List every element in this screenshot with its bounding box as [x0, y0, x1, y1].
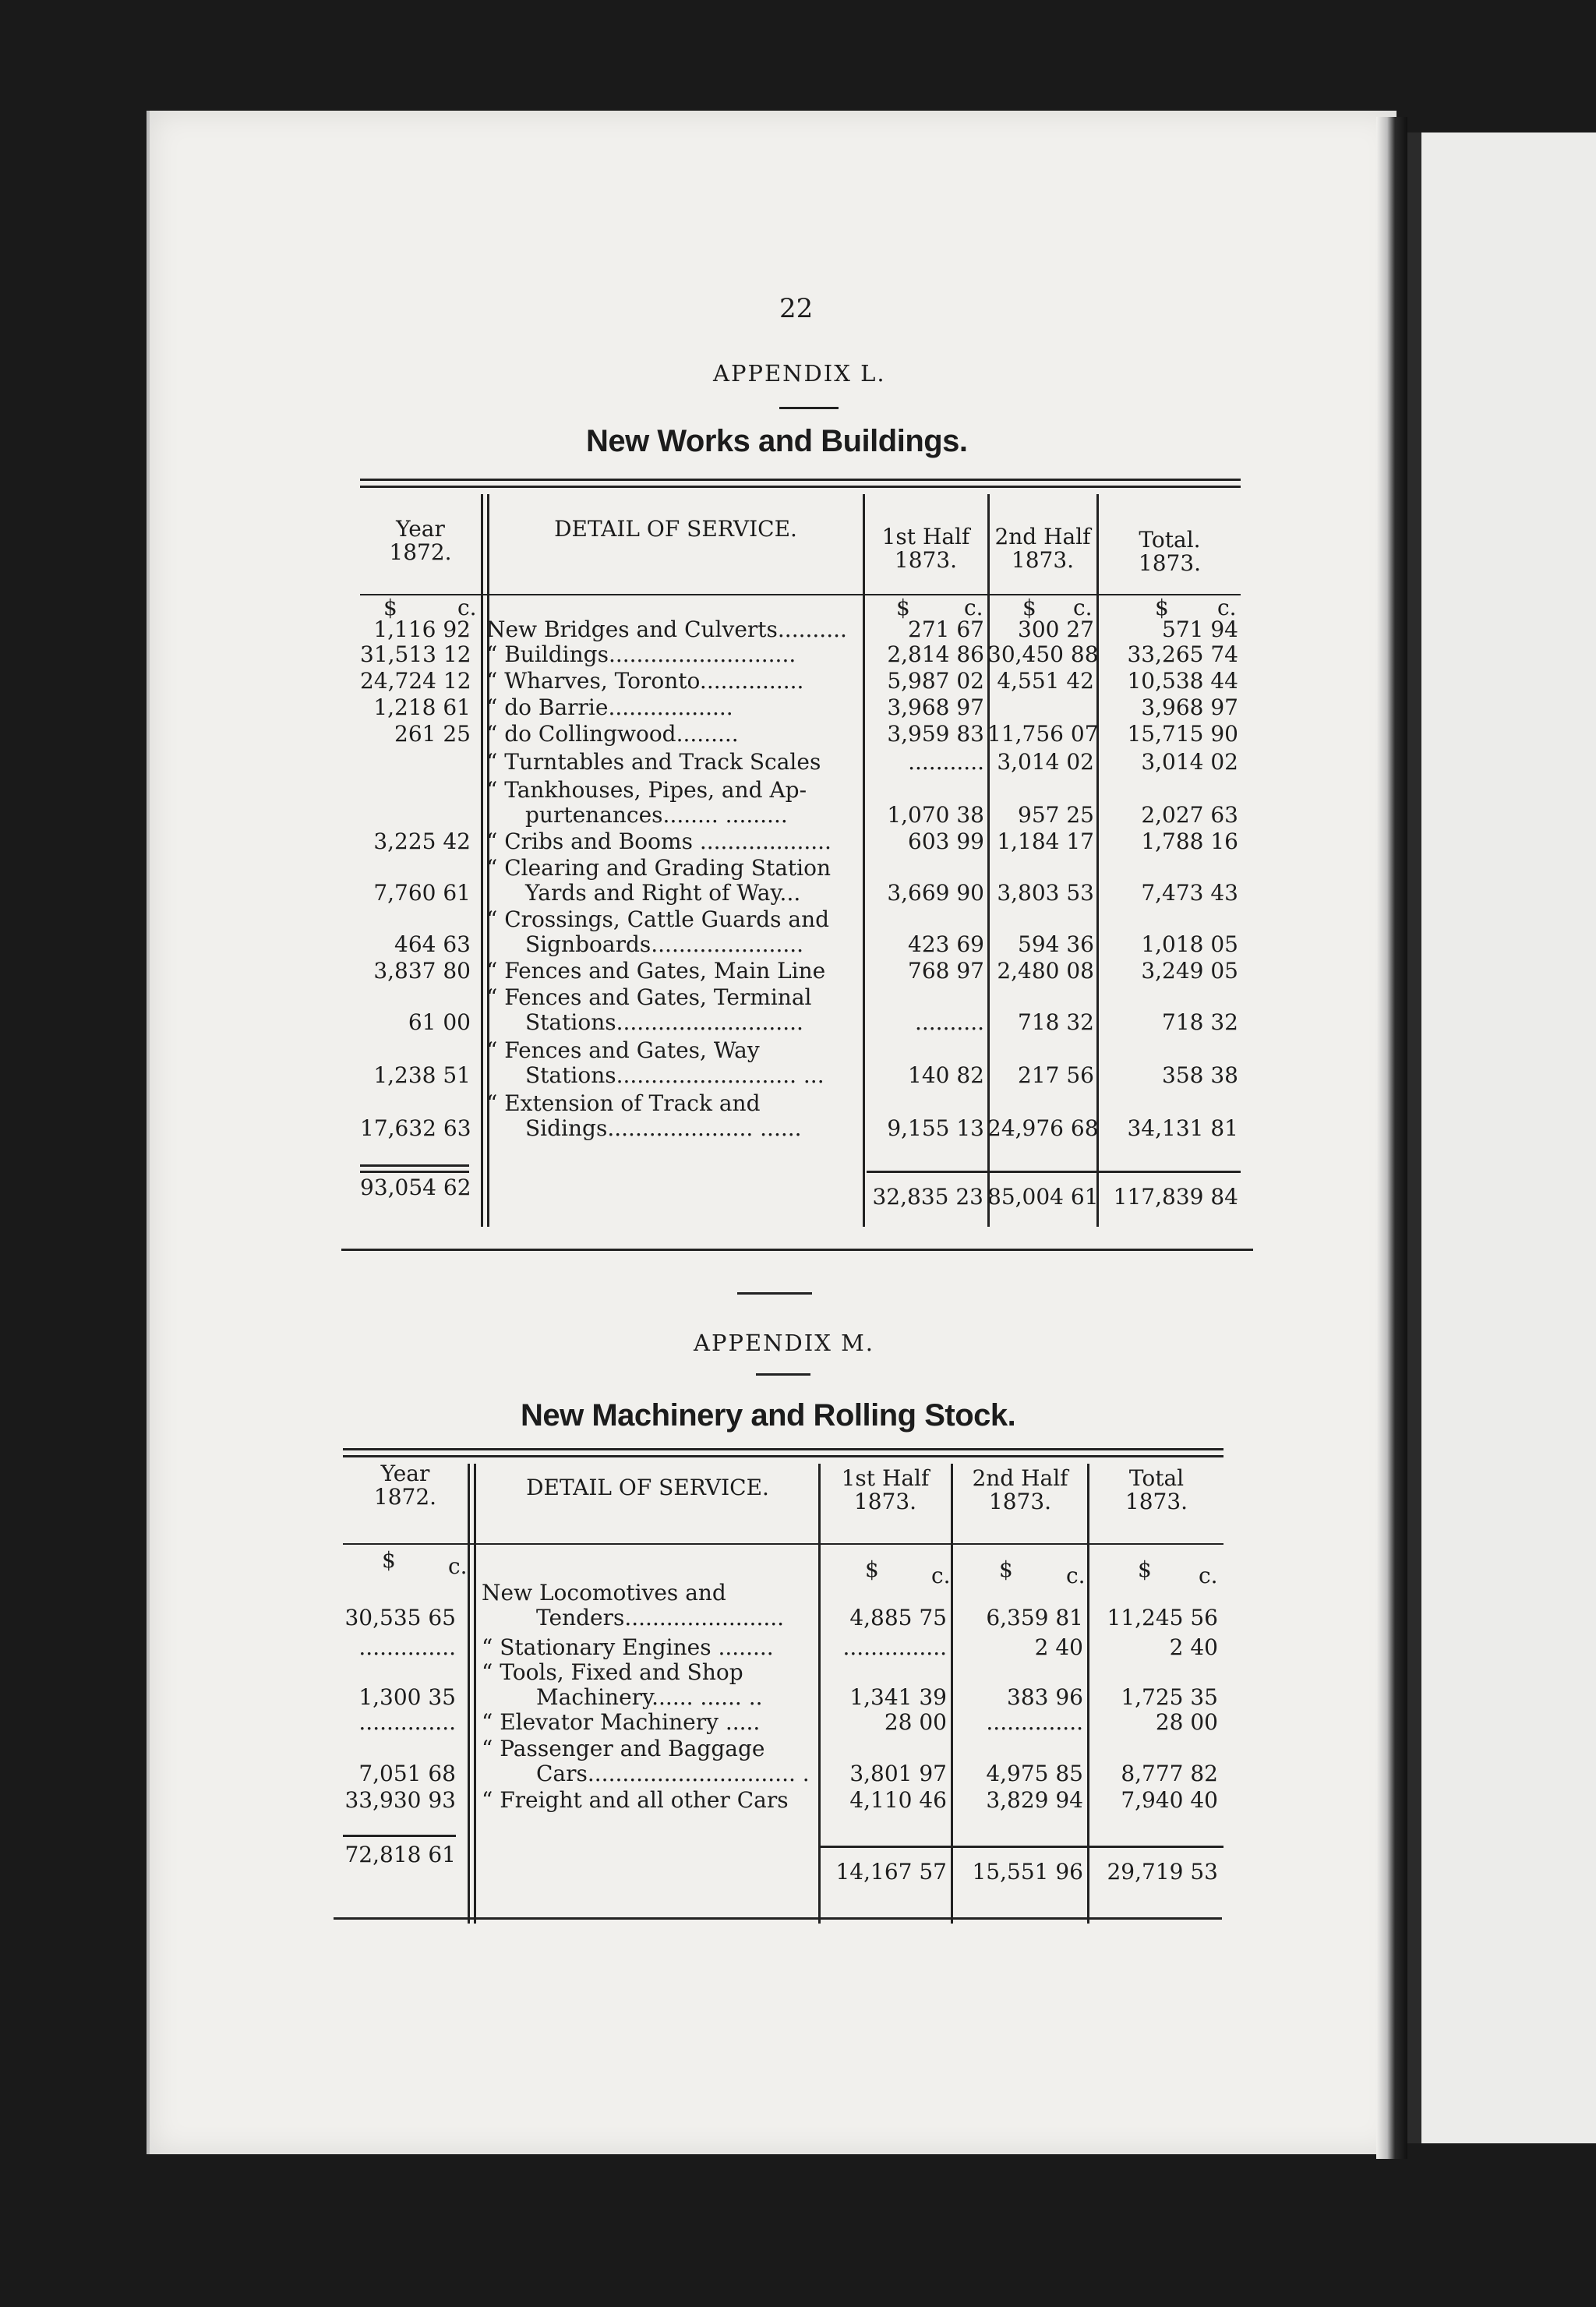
- table-row-detail: New Bridges and Culverts..........: [486, 616, 847, 642]
- table-row-detail: “ Fences and Gates, Main Line: [486, 958, 826, 984]
- table-bottom-rule: [334, 1917, 1222, 1920]
- table-row-year: ..............: [358, 1634, 456, 1660]
- appendix-m-table: [343, 1448, 1223, 1931]
- dollar-unit: $: [865, 1556, 879, 1582]
- table-row-1st-half: 9,155 13: [887, 1115, 984, 1141]
- table-row-detail: Tenders.......................: [536, 1605, 785, 1630]
- table-row-total: 7,473 43: [1141, 880, 1238, 906]
- table-top-rule: [360, 479, 1241, 488]
- table-row-year: 464 63: [394, 931, 471, 957]
- appendix-m-label: APPENDIX M.: [694, 1330, 874, 1356]
- table-row-2nd-half: 300 27: [1018, 616, 1094, 642]
- facing-page: [1407, 132, 1596, 2143]
- dollar-unit: $: [382, 1547, 396, 1573]
- appendix-m-title: New Machinery and Rolling Stock.: [521, 1398, 1016, 1433]
- table-row-total: 3,249 05: [1141, 958, 1238, 984]
- table-row-2nd-half: 1,184 17: [997, 828, 1094, 854]
- table-row-detail: Stations...........................: [525, 1009, 803, 1035]
- appendix-l-table: [360, 479, 1241, 1258]
- cent-unit: c.: [1066, 1563, 1086, 1588]
- table-row-detail: “ Cribs and Booms ...................: [486, 828, 832, 854]
- table-row-total: 34,131 81: [1127, 1115, 1238, 1141]
- total-year: 72,818 61: [344, 1842, 456, 1867]
- table-row-total: 8,777 82: [1121, 1761, 1218, 1786]
- appendix-l-title: New Works and Buildings.: [586, 424, 968, 458]
- table-row-2nd-half: 3,829 94: [986, 1787, 1083, 1813]
- table-row-total: 7,940 40: [1121, 1787, 1218, 1813]
- table-row-1st-half: ..........: [914, 1009, 984, 1035]
- table-row-1st-half: 4,110 46: [849, 1787, 947, 1813]
- table-row-1st-half: 3,968 97: [887, 694, 984, 720]
- total-year: 93,054 62: [360, 1175, 471, 1200]
- table-row-1st-half: 3,959 83: [887, 721, 984, 747]
- table-row-1st-half: 768 97: [908, 958, 984, 984]
- cent-unit: c.: [457, 595, 477, 620]
- column-divider: [481, 494, 483, 1227]
- table-row-year: 17,632 63: [360, 1115, 471, 1141]
- table-row-2nd-half: 957 25: [1018, 802, 1094, 828]
- page-number: 22: [779, 293, 814, 324]
- table-row-year: ..............: [358, 1709, 456, 1735]
- sum-rule: [343, 1835, 456, 1837]
- cent-unit: c.: [964, 595, 983, 620]
- table-row-detail: Cars.............................. .: [536, 1761, 810, 1786]
- table-row-2nd-half: 3,014 02: [997, 749, 1094, 775]
- table-row-detail: “ Fences and Gates, Terminal: [486, 984, 812, 1010]
- table-row-2nd-half: 383 96: [1007, 1684, 1083, 1710]
- table-row-2nd-half: 594 36: [1018, 931, 1094, 957]
- table-row-1st-half: 3,669 90: [887, 880, 984, 906]
- table-row-detail: “ Fences and Gates, Way: [486, 1037, 760, 1063]
- total-2nd-half: 85,004 61: [987, 1184, 1099, 1210]
- table-row-detail: purtenances........ .........: [525, 802, 788, 828]
- total-2nd-half: 15,551 96: [972, 1859, 1083, 1885]
- total-1st-half: 14,167 57: [835, 1859, 947, 1885]
- book-spine: [1376, 117, 1407, 2159]
- table-row-2nd-half: 2 40: [1034, 1634, 1083, 1660]
- cent-unit: c.: [448, 1553, 468, 1579]
- table-row-total: 1,725 35: [1121, 1684, 1218, 1710]
- table-row-detail: Sidings..................... ......: [525, 1115, 802, 1141]
- table-row-total: 33,265 74: [1127, 641, 1238, 667]
- table-row-1st-half: ...........: [908, 749, 984, 775]
- table-row-detail: “ Buildings...........................: [486, 641, 796, 667]
- table-row-1st-half: 603 99: [908, 828, 984, 854]
- table-row-year: 31,513 12: [360, 641, 471, 667]
- sum-rule: [360, 1171, 469, 1173]
- table-row-1st-half: ...............: [842, 1634, 947, 1660]
- table-row-detail: “ Clearing and Grading Station: [486, 855, 832, 881]
- cent-unit: c.: [1217, 595, 1237, 620]
- table-row-2nd-half: ..............: [986, 1709, 1083, 1735]
- table-row-1st-half: 271 67: [908, 616, 984, 642]
- table-row-1st-half: 4,885 75: [849, 1605, 947, 1630]
- table-row-year: 7,051 68: [358, 1761, 456, 1786]
- table-row-detail: “ do Barrie..................: [486, 694, 733, 720]
- table-row-2nd-half: 6,359 81: [986, 1605, 1083, 1630]
- table-row-year: 61 00: [408, 1009, 471, 1035]
- table-row-total: 571 94: [1162, 616, 1238, 642]
- table-row-2nd-half: 24,976 68: [987, 1115, 1099, 1141]
- table-row-detail: “ Stationary Engines ........: [482, 1634, 774, 1660]
- table-row-1st-half: 28 00: [884, 1709, 947, 1735]
- header-total: Total. 1873.: [1138, 527, 1202, 576]
- table-row-total: 28 00: [1155, 1709, 1218, 1735]
- table-row-detail: “ Wharves, Toronto...............: [486, 668, 804, 694]
- table-row-total: 10,538 44: [1127, 668, 1238, 694]
- table-row-total: 358 38: [1162, 1062, 1238, 1088]
- dollar-unit: $: [1155, 595, 1169, 620]
- total-total: 117,839 84: [1113, 1184, 1238, 1210]
- appendix-l-label: APPENDIX L.: [713, 360, 886, 387]
- dollar-unit: $: [999, 1556, 1013, 1582]
- dollar-unit: $: [1138, 1556, 1152, 1582]
- table-row-total: 3,968 97: [1141, 694, 1238, 720]
- table-row-2nd-half: 718 32: [1018, 1009, 1094, 1035]
- total-1st-half: 32,835 23: [872, 1184, 983, 1210]
- table-row-detail: “ Tankhouses, Pipes, and Ap-: [486, 777, 807, 803]
- column-divider: [468, 1464, 470, 1924]
- table-row-detail: “ Crossings, Cattle Guards and: [486, 906, 830, 932]
- header-2nd-half: 2nd Half 1873.: [994, 524, 1091, 573]
- cent-unit: c.: [931, 1563, 951, 1588]
- header-rule: [360, 594, 1241, 595]
- table-row-year: 7,760 61: [373, 880, 471, 906]
- table-row-year: 3,837 80: [373, 958, 471, 984]
- table-row-1st-half: 5,987 02: [887, 668, 984, 694]
- table-row-detail: “ Tools, Fixed and Shop: [482, 1659, 743, 1685]
- table-row-total: 2,027 63: [1141, 802, 1238, 828]
- sum-rule: [360, 1164, 469, 1167]
- sum-rule: [867, 1171, 1241, 1173]
- sum-rule: [820, 1846, 1223, 1848]
- table-row-detail: “ Passenger and Baggage: [482, 1736, 765, 1761]
- table-top-rule: [343, 1448, 1223, 1457]
- table-row-2nd-half: 11,756 07: [987, 721, 1099, 747]
- table-row-total: 2 40: [1169, 1634, 1218, 1660]
- table-row-total: 718 32: [1162, 1009, 1238, 1035]
- table-row-detail: “ Freight and all other Cars: [482, 1787, 789, 1813]
- table-row-year: 30,535 65: [344, 1605, 456, 1630]
- header-total: Total 1873.: [1125, 1465, 1188, 1514]
- header-year: Year 1872.: [373, 1461, 437, 1510]
- table-row-1st-half: 423 69: [908, 931, 984, 957]
- table-row-1st-half: 2,814 86: [887, 641, 984, 667]
- table-row-2nd-half: 3,803 53: [997, 880, 1094, 906]
- table-row-1st-half: 1,341 39: [849, 1684, 947, 1710]
- table-row-year: 1,218 61: [373, 694, 471, 720]
- table-row-year: 261 25: [394, 721, 471, 747]
- header-year: Year 1872.: [389, 516, 452, 565]
- table-row-detail: “ Extension of Track and: [486, 1090, 761, 1116]
- table-row-year: 1,300 35: [358, 1684, 456, 1710]
- table-row-total: 3,014 02: [1141, 749, 1238, 775]
- header-detail: DETAIL OF SERVICE.: [554, 516, 797, 542]
- table-row-total: 1,018 05: [1141, 931, 1238, 957]
- dollar-unit: $: [1022, 595, 1036, 620]
- table-row-2nd-half: 4,975 85: [986, 1761, 1083, 1786]
- table-row-detail: Machinery...... ...... ..: [536, 1684, 763, 1710]
- header-detail: DETAIL OF SERVICE.: [526, 1475, 769, 1500]
- table-row-year: 1,238 51: [373, 1062, 471, 1088]
- table-row-2nd-half: 217 56: [1018, 1062, 1094, 1088]
- table-row-year: 33,930 93: [344, 1787, 456, 1813]
- table-row-detail: “ Elevator Machinery .....: [482, 1709, 761, 1735]
- column-divider: [474, 1464, 476, 1924]
- table-row-1st-half: 1,070 38: [887, 802, 984, 828]
- table-row-2nd-half: 2,480 08: [997, 958, 1094, 984]
- header-1st-half: 1st Half 1873.: [881, 524, 970, 573]
- cent-unit: c.: [1073, 595, 1093, 620]
- table-row-year: 24,724 12: [360, 668, 471, 694]
- cent-unit: c.: [1199, 1563, 1218, 1588]
- table-row-detail: New Locomotives and: [482, 1580, 726, 1606]
- table-row-1st-half: 140 82: [908, 1062, 984, 1088]
- table-row-detail: Signboards......................: [525, 931, 804, 957]
- divider: [756, 1373, 810, 1376]
- table-row-total: 11,245 56: [1107, 1605, 1218, 1630]
- table-row-detail: “ Turntables and Track Scales: [486, 749, 821, 775]
- table-row-2nd-half: 4,551 42: [997, 668, 1094, 694]
- table-row-total: 1,788 16: [1141, 828, 1238, 854]
- table-row-1st-half: 3,801 97: [849, 1761, 947, 1786]
- table-row-detail: “ do Collingwood.........: [486, 721, 739, 747]
- dollar-unit: $: [896, 595, 910, 620]
- table-bottom-rule: [341, 1249, 1253, 1251]
- total-total: 29,719 53: [1107, 1859, 1218, 1885]
- header-2nd-half: 2nd Half 1873.: [972, 1465, 1068, 1514]
- table-row-total: 15,715 90: [1127, 721, 1238, 747]
- table-row-year: 1,116 92: [373, 616, 471, 642]
- dollar-unit: $: [383, 595, 397, 620]
- table-row-year: 3,225 42: [373, 828, 471, 854]
- table-row-detail: Yards and Right of Way...: [525, 880, 801, 906]
- divider: [779, 407, 839, 409]
- table-row-detail: Stations.......................... ...: [525, 1062, 824, 1088]
- header-1st-half: 1st Half 1873.: [841, 1465, 930, 1514]
- table-row-2nd-half: 30,450 88: [987, 641, 1099, 667]
- divider: [737, 1292, 812, 1295]
